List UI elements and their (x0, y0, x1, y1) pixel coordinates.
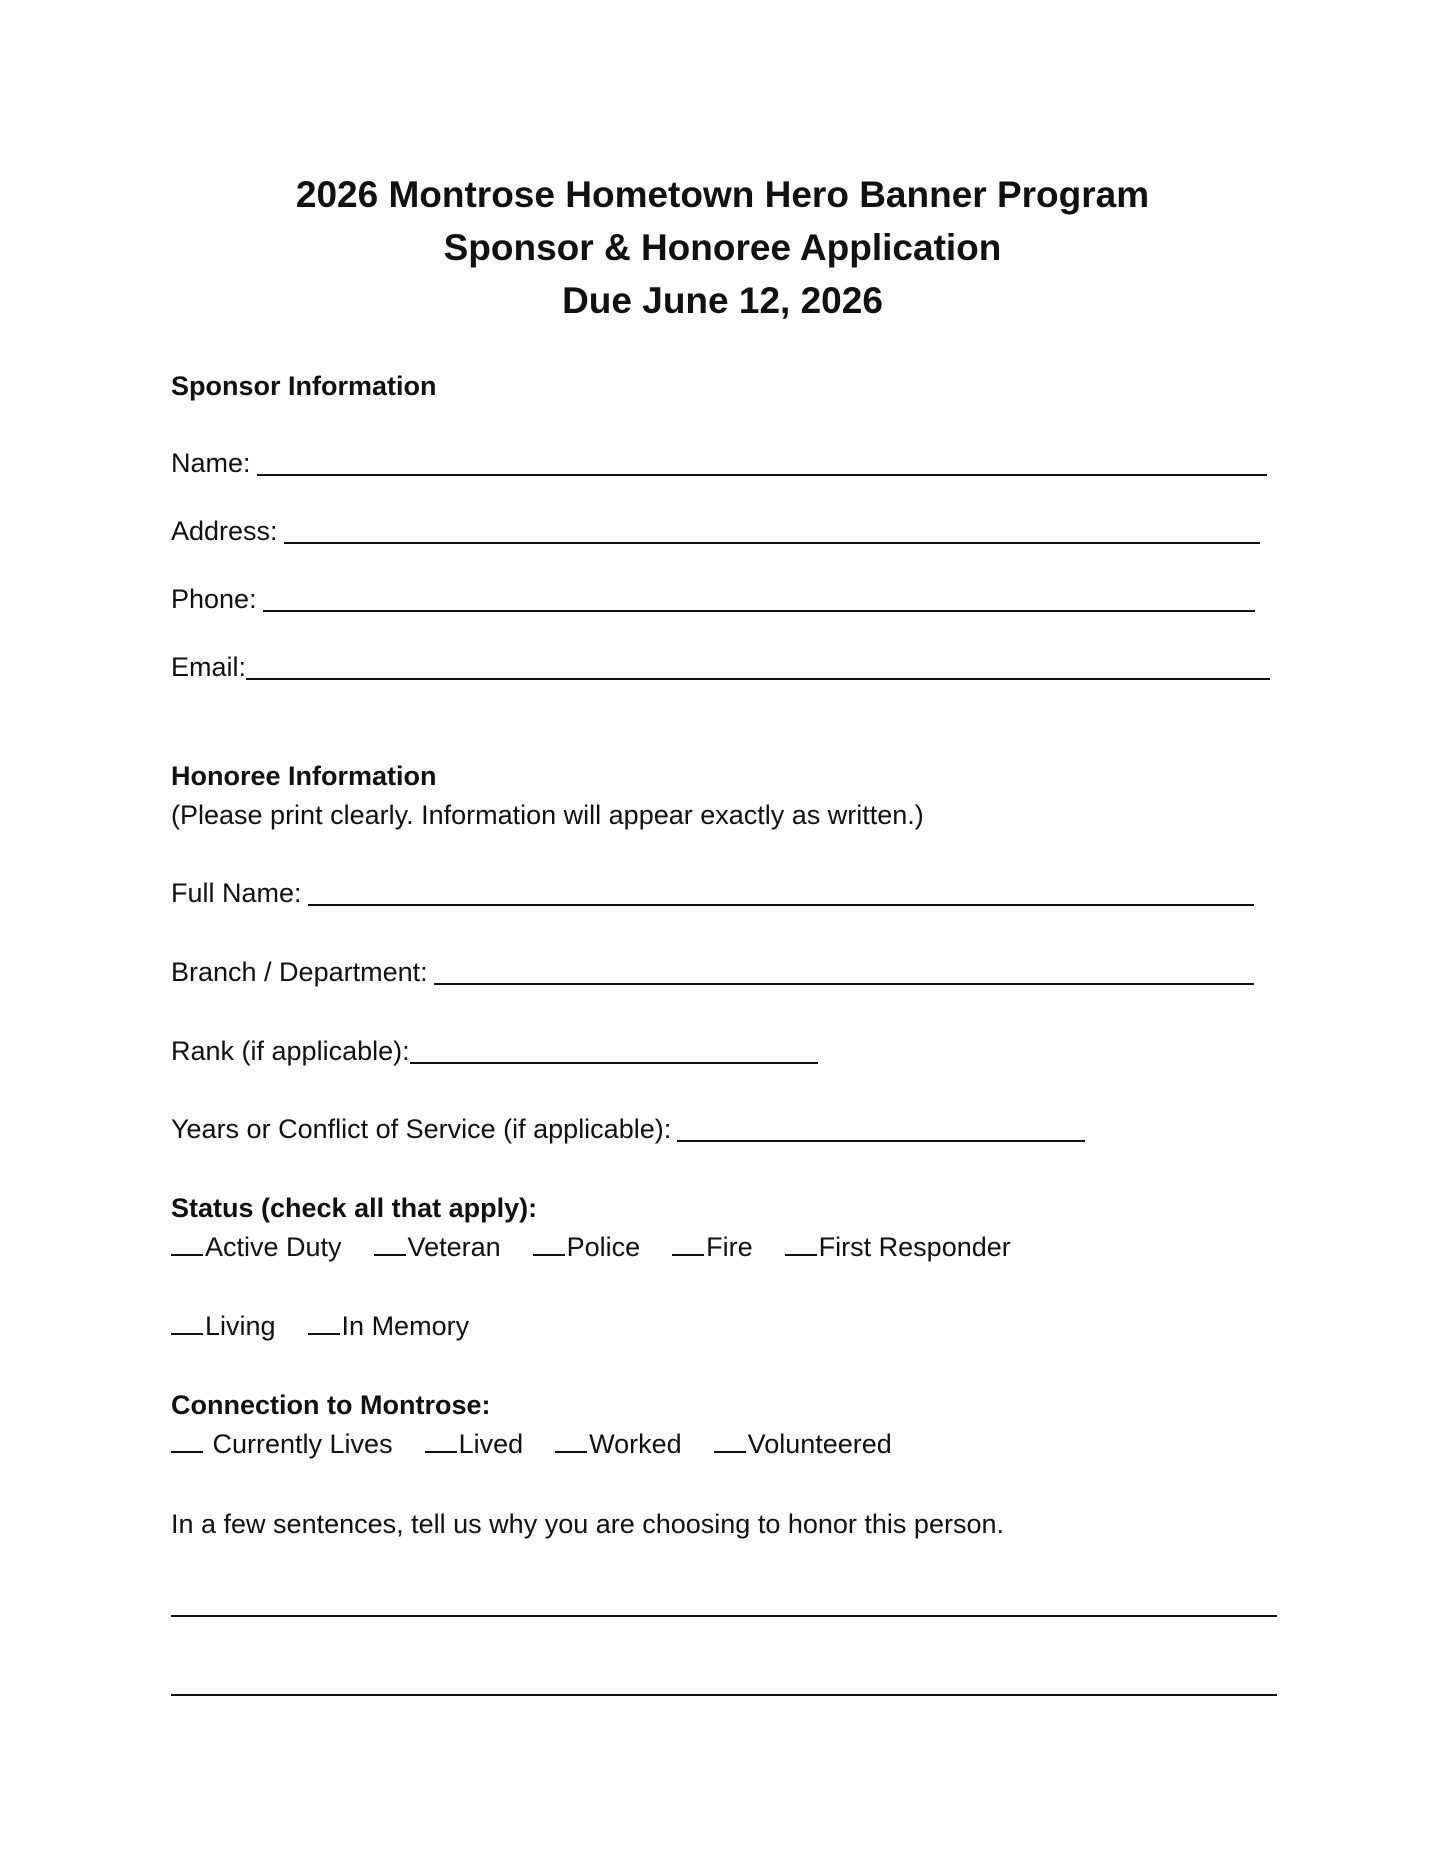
option-label: Volunteered (747, 1429, 892, 1459)
honoree-years-label: Years or Conflict of Service (if applicable): (171, 1114, 672, 1144)
reason-prompt: In a few sentences, tell us why you are choosing to honor this person. (171, 1509, 1004, 1539)
checkbox-blank[interactable] (555, 1427, 587, 1453)
option-label: Currently Lives (205, 1429, 393, 1459)
sponsor-address-input[interactable] (284, 514, 1260, 544)
sponsor-email-input[interactable] (246, 650, 1270, 680)
option-label: Active Duty (205, 1232, 342, 1262)
reason-answer-line-1[interactable] (171, 1615, 1277, 1617)
option-label: In Memory (341, 1311, 470, 1341)
honoree-rank-label: Rank (if applicable): (171, 1036, 410, 1066)
sponsor-phone-input[interactable] (263, 582, 1255, 612)
sponsor-address-label: Address: (171, 516, 278, 546)
option-label: Veteran (407, 1232, 501, 1262)
sponsor-name-field[interactable] (171, 446, 1267, 480)
status-option-veteran[interactable] (374, 1230, 501, 1264)
connection-heading: Connection to Montrose: (171, 1390, 491, 1420)
sponsor-heading: Sponsor Information (171, 371, 437, 401)
checkbox-blank[interactable] (714, 1427, 746, 1453)
honoree-branch-field[interactable] (171, 955, 1254, 989)
program-title: 2026 Montrose Hometown Hero Banner Program (295, 174, 1150, 215)
honoree-branch-input[interactable] (434, 955, 1254, 985)
checkbox-blank[interactable] (533, 1230, 565, 1256)
honoree-note: (Please print clearly. Information will appear exactly as written.) (171, 800, 924, 830)
checkbox-blank[interactable] (171, 1230, 203, 1256)
sponsor-phone-field[interactable] (171, 582, 1255, 616)
connection-options-row (171, 1427, 924, 1461)
option-label: First Responder (818, 1232, 1011, 1262)
connection-option-lived[interactable] (425, 1427, 524, 1461)
checkbox-blank[interactable] (171, 1309, 203, 1335)
due-date: Due June 12, 2026 (562, 280, 883, 321)
checkbox-blank[interactable] (308, 1309, 340, 1335)
option-label: Worked (589, 1429, 682, 1459)
title-block (0, 168, 1445, 327)
checkbox-blank[interactable] (672, 1230, 704, 1256)
connection-option-worked[interactable] (555, 1427, 682, 1461)
honoree-branch-label: Branch / Department: (171, 957, 428, 987)
option-label: Fire (706, 1232, 753, 1262)
sponsor-name-label: Name: (171, 448, 251, 478)
honoree-rank-input[interactable] (410, 1034, 818, 1064)
application-title: Sponsor & Honoree Application (443, 227, 1002, 268)
status-option-fire[interactable] (672, 1230, 753, 1264)
checkbox-blank[interactable] (425, 1427, 457, 1453)
status-option-in-memory[interactable] (308, 1309, 470, 1343)
sponsor-email-field[interactable] (171, 650, 1270, 684)
status-heading: Status (check all that apply): (171, 1193, 538, 1223)
status-option-active-duty[interactable] (171, 1230, 342, 1264)
honoree-full-name-field[interactable] (171, 876, 1254, 910)
honoree-heading: Honoree Information (171, 761, 437, 791)
status-option-living[interactable] (171, 1309, 276, 1343)
status-option-police[interactable] (533, 1230, 641, 1264)
sponsor-email-label: Email: (171, 652, 247, 682)
checkbox-blank[interactable] (374, 1230, 406, 1256)
checkbox-blank[interactable] (171, 1427, 203, 1453)
sponsor-name-input[interactable] (257, 446, 1267, 476)
honoree-rank-field[interactable] (171, 1034, 818, 1068)
checkbox-blank[interactable] (785, 1230, 817, 1256)
sponsor-address-field[interactable] (171, 514, 1260, 548)
status-option-first-responder[interactable] (785, 1230, 1011, 1264)
status-options-row-1 (171, 1230, 1043, 1264)
option-label: Living (205, 1311, 276, 1341)
connection-option-currently-lives[interactable] (171, 1427, 393, 1461)
honoree-full-name-input[interactable] (308, 876, 1254, 906)
honoree-years-input[interactable] (677, 1112, 1085, 1142)
honoree-years-field[interactable] (171, 1112, 1085, 1146)
status-options-row-2 (171, 1309, 501, 1343)
connection-option-volunteered[interactable] (714, 1427, 892, 1461)
honoree-full-name-label: Full Name: (171, 878, 302, 908)
sponsor-phone-label: Phone: (171, 584, 257, 614)
option-label: Police (566, 1232, 641, 1262)
option-label: Lived (458, 1429, 524, 1459)
reason-answer-line-2[interactable] (171, 1694, 1277, 1696)
